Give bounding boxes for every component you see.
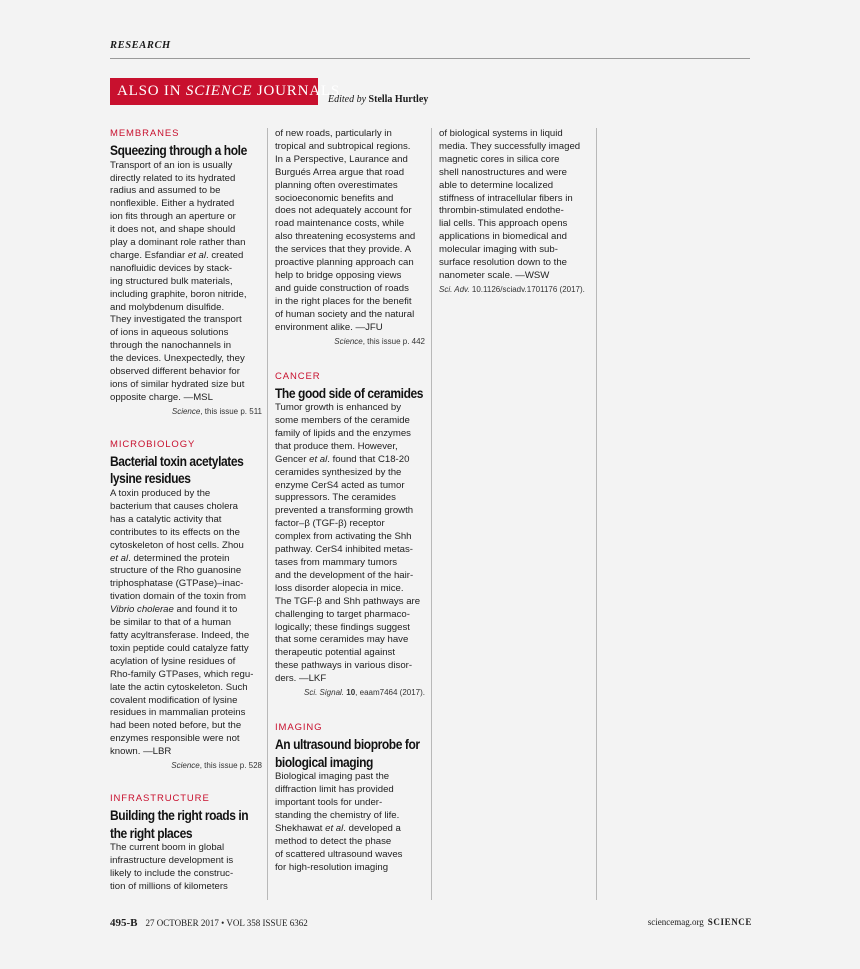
body-text: . found that C18-20 ceramides synthesized by the enzyme CerS4 acted as tumor suppressors. The ceramides prevented a transforming growth factor–β (TGF-β) receptor complex from activating the Shh pathway. CerS4 inhibited metas- tases from mammary tumors and the development of the hair- loss disorder alopecia in mice. The TGF-β and Shh pathways are challenging to target pharmaco- logically; these findings suggest that some ceramides may have therapeutic potential against these pathways in various disor- ders. —LKF [275,453,421,685]
article-body [110,488,262,759]
article-body: of biological systems in liquid media. They successfully imaged magnetic cores in silica core shell nanostructures and were able to determine localized stiffness of intracellular fibers in thrombin-stimulated endothe- lial cells. This approach opens applications in biomedical and molecular imaging with sub- surface resolution down to the nanometer scale. —WSW [439,128,581,281]
header-divider [110,58,750,59]
citation-ref: 10.1126/sciadv.1701176 (2017). [469,284,585,294]
article-infrastructure [110,793,262,894]
citation-journal: Science [171,761,200,771]
banner-text-italic: SCIENCE [185,83,253,99]
article-cancer [275,371,425,699]
running-head: RESEARCH [110,40,171,51]
citation-journal: Sci. Adv. [439,284,470,294]
column-3 [439,128,591,295]
citation-volume: 10 [346,688,356,698]
citation-ref: , this issue p. 442 [362,336,425,346]
banner-text-pre: ALSO IN [117,83,186,99]
citation-ref: , this issue p. 511 [200,406,262,416]
footer-right [648,917,752,927]
body-text: Transport of an ion is usually directly related to its hydrated radius and assumed to be nonflexible. Either a hydrated ion fits through an aperture or it does not, and shape should play a dominant role rather than charge. Esfandiar [110,159,246,261]
section-banner [110,78,340,105]
editor-label: Edited by [328,94,367,105]
citation-journal: Science [334,336,363,346]
article-body [275,402,425,686]
citation-journal: Science [171,406,201,416]
article-citation [110,760,262,771]
column-divider [267,128,268,900]
site-url: sciencemag.org [647,917,704,927]
column-1 [110,128,262,894]
article-microbiology [110,439,262,771]
column-divider [431,128,432,900]
footer-left [110,917,308,929]
article-infrastructure-cont [275,128,425,347]
citation-journal: Sci. Signal. [304,688,345,698]
article-body: of new roads, particularly in tropical and subtropical regions. In a Perspective, Laurance and Burgués Arrea argue that road planning often overestimates socioeconomic benefits and does not adequately account for road maintenance costs, while also threatening ecosystems and the services that they provide. A proactive planning approach can help to bridge opposing views and guide construction of roads in the right places for the benefit of human society and the natural environment alike. —JFU [275,128,416,333]
article-body [110,160,262,405]
article-citation [110,406,262,417]
article-citation [275,687,425,698]
issue-date: 27 OCTOBER 2017 • VOL 358 ISSUE 6362 [145,918,308,928]
article-body: The current boom in global infrastructure development is likely to include the construc- tion of millions of kilometers [110,842,234,892]
page-number: 495-B [110,917,138,929]
article-title: Building the right roads in the right places [110,807,249,841]
article-imaging [275,722,425,874]
body-text: and found it to be similar to that of a human fatty acyltransferase. Indeed, the toxin peptide could catalyze fatty acylation of lysine residues of Rho-family GTPases, which regu- late the actin cytoskeleton. Such covalent modification of lysine residues in mammalian proteins had been noted before, but the enzymes responsible were not known. —LBR [110,604,254,758]
article-citation [275,336,425,347]
section-label: IMAGING [275,722,323,734]
body-text: A toxin produced by the bacterium that causes cholera has a catalytic activity that contributes to its effects on the cytoskeleton of host cells. Zhou [110,488,244,551]
body-text: Tumor growth is enhanced by some members of the ceramide family of lipids and the enzymes that produce them. However, Gencer [275,402,411,465]
article-title: An ultrasound bioprobe for biological imaging [275,736,420,770]
article-citation [439,284,591,295]
citation-ref: , eaam7464 (2017). [355,688,425,698]
article-title: Bacterial toxin acetylates lysine residues [110,452,244,487]
body-text: . developed a method to detect the phase of scattered ultrasound waves for high-resolution imaging [275,822,403,873]
article-title: Squeezing through a hole [110,142,247,158]
article-imaging-cont [439,128,591,295]
column-2 [275,128,425,874]
body-text: . created nanofluidic devices by stack- ing structured bulk materials, including graphite, boron nitride, and molybdenum disulfide. They investigated the transport of ions in aqueous solutions through the nanochannels in the devices. Unexpectedly, they observed different behavior for ions of similar hydrated size but opposite charge. —MSL [110,249,247,403]
article-membranes [110,128,262,417]
editor-name: Stella Hurtley [368,94,429,105]
section-label: MICROBIOLOGY [110,438,196,450]
body-text: Biological imaging past the diffraction limit has provided important tools for under- standing the chemistry of life. Shekhawat [275,771,400,834]
section-label: INFRASTRUCTURE [110,793,210,805]
body-italic: Vibrio cholerae [110,604,174,616]
banner-text-post: JOURNALS [252,83,340,99]
column-divider [596,128,597,900]
body-italic: et al [325,822,344,834]
section-label: CANCER [275,370,321,382]
editor-credit [328,94,428,105]
body-italic: et al [309,453,328,465]
body-text: . determined the protein structure of the Rho guanosine triphosphatase (GTPase)–inac- tivation domain of the toxin from [110,552,246,603]
citation-ref: , this issue p. 528 [199,761,262,771]
body-italic: et al [187,249,207,261]
article-title: The good side of ceramides [275,384,424,401]
body-italic: et al [110,552,129,564]
brand-name: SCIENCE [707,917,752,927]
section-label: MEMBRANES [110,128,180,139]
article-body [275,771,425,874]
